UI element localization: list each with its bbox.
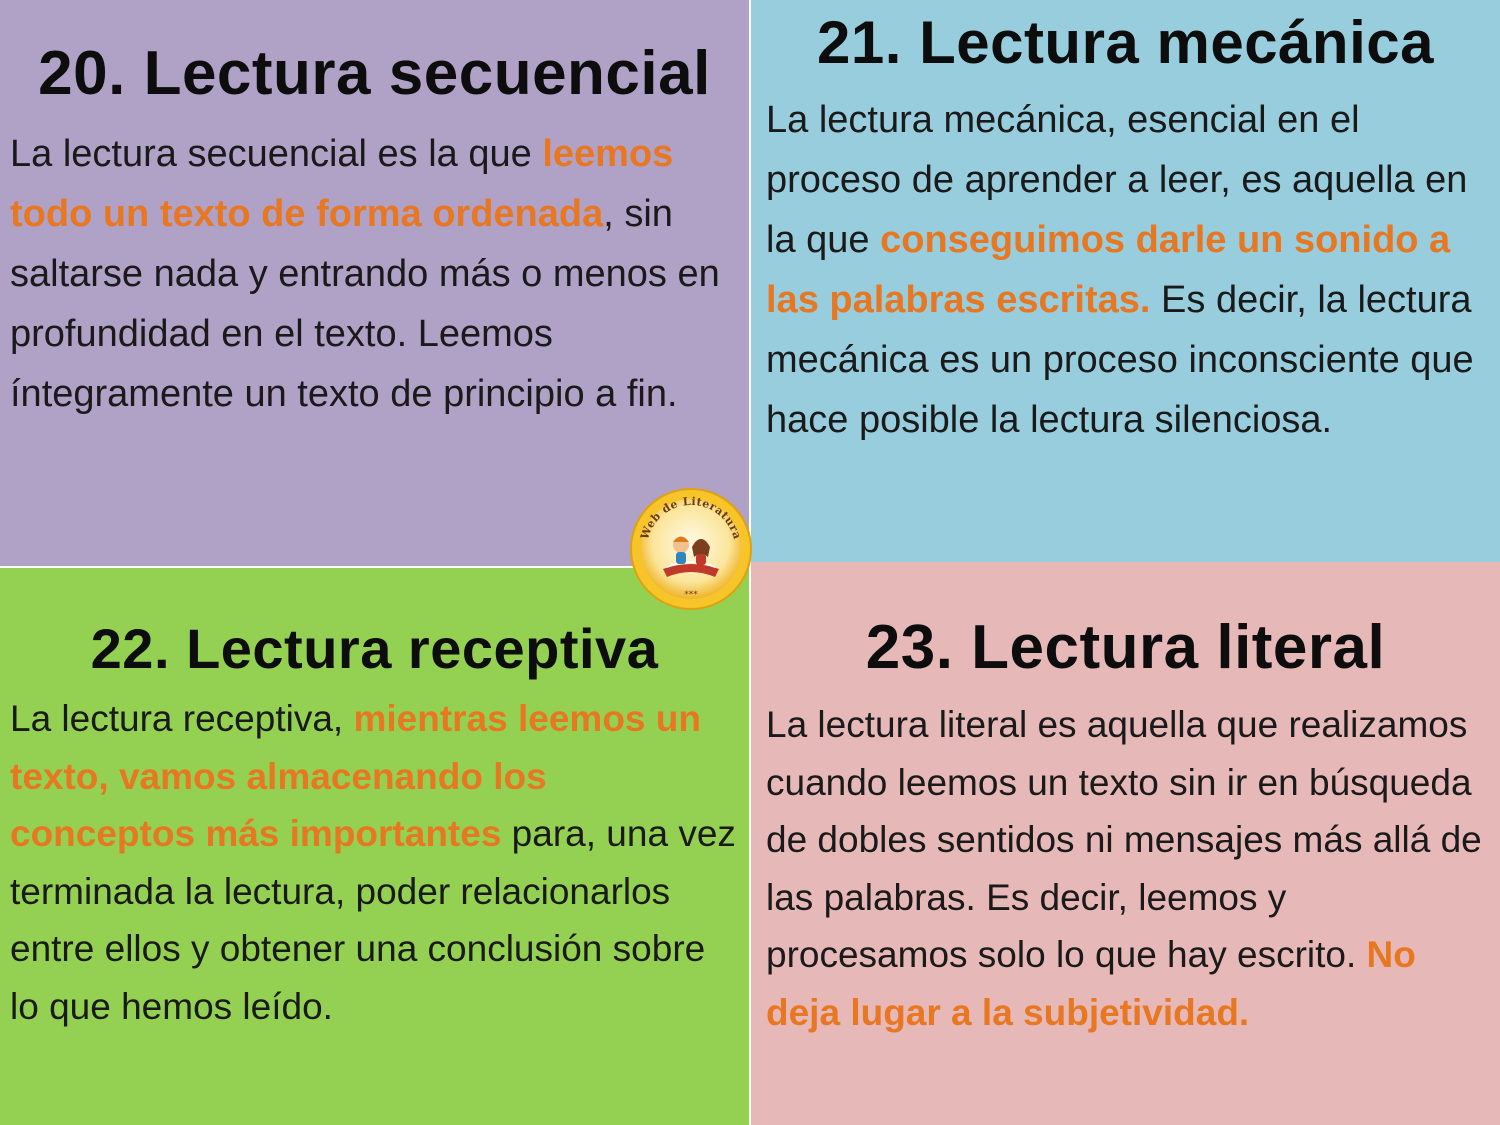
panel-body: [10, 690, 741, 1035]
web-de-literatura-logo-icon: [629, 487, 753, 611]
panel-lectura-literal: [751, 562, 1500, 1125]
panel-body: [10, 124, 741, 424]
panel-title: 21. Lectura mecánica: [816, 9, 1434, 76]
body-text: La lectura secuencial es la que: [10, 133, 543, 175]
panel-lectura-mecanica: [751, 0, 1500, 562]
panel-lectura-receptiva: [0, 568, 749, 1125]
panel-title: 22. Lectura receptiva: [90, 617, 659, 680]
panel-title: 23. Lectura literal: [865, 613, 1386, 682]
highlighted-text: mientras leemos un texto, vamos almacenando los conceptos más importantes: [10, 698, 701, 854]
highlighted-text: conseguimos darle un sonido a las palabras escritas.: [766, 219, 1451, 321]
body-text: La lectura receptiva,: [10, 698, 354, 739]
logo-stars: ***: [684, 590, 698, 600]
body-text: La lectura literal es aquella que realizamos cuando leemos un texto sin ir en búsqueda de dobles sentidos ni mensajes más allá de las palabras. Es decir, leemos y procesamos solo lo que hay escrito.: [766, 704, 1482, 975]
body-text: para, una vez terminada la lectura, poder relacionarlos entre ellos y obtener una conclusión sobre lo que hemos leído.: [10, 813, 736, 1027]
logo-arc-text: Web de Literatura: [638, 494, 744, 541]
highlighted-text: leemos todo un texto de forma ordenada: [10, 133, 674, 235]
panel-body: [766, 696, 1492, 1041]
body-text: Es decir, la lectura mecánica es un proceso inconsciente que hace posible la lectura silenciosa.: [766, 279, 1474, 441]
body-text: La lectura mecánica, esencial en el proceso de aprender a leer, es aquella en la que: [766, 99, 1468, 261]
body-text: , sin saltarse nada y entrando más o menos en profundidad en el texto. Leemos íntegramente un texto de principio a fin.: [10, 193, 720, 415]
highlighted-text: No deja lugar a la subjetividad.: [766, 934, 1416, 1033]
panel-title: 20. Lectura secuencial: [38, 39, 711, 108]
panel-body: [766, 90, 1492, 450]
panel-lectura-secuencial: [0, 0, 749, 566]
